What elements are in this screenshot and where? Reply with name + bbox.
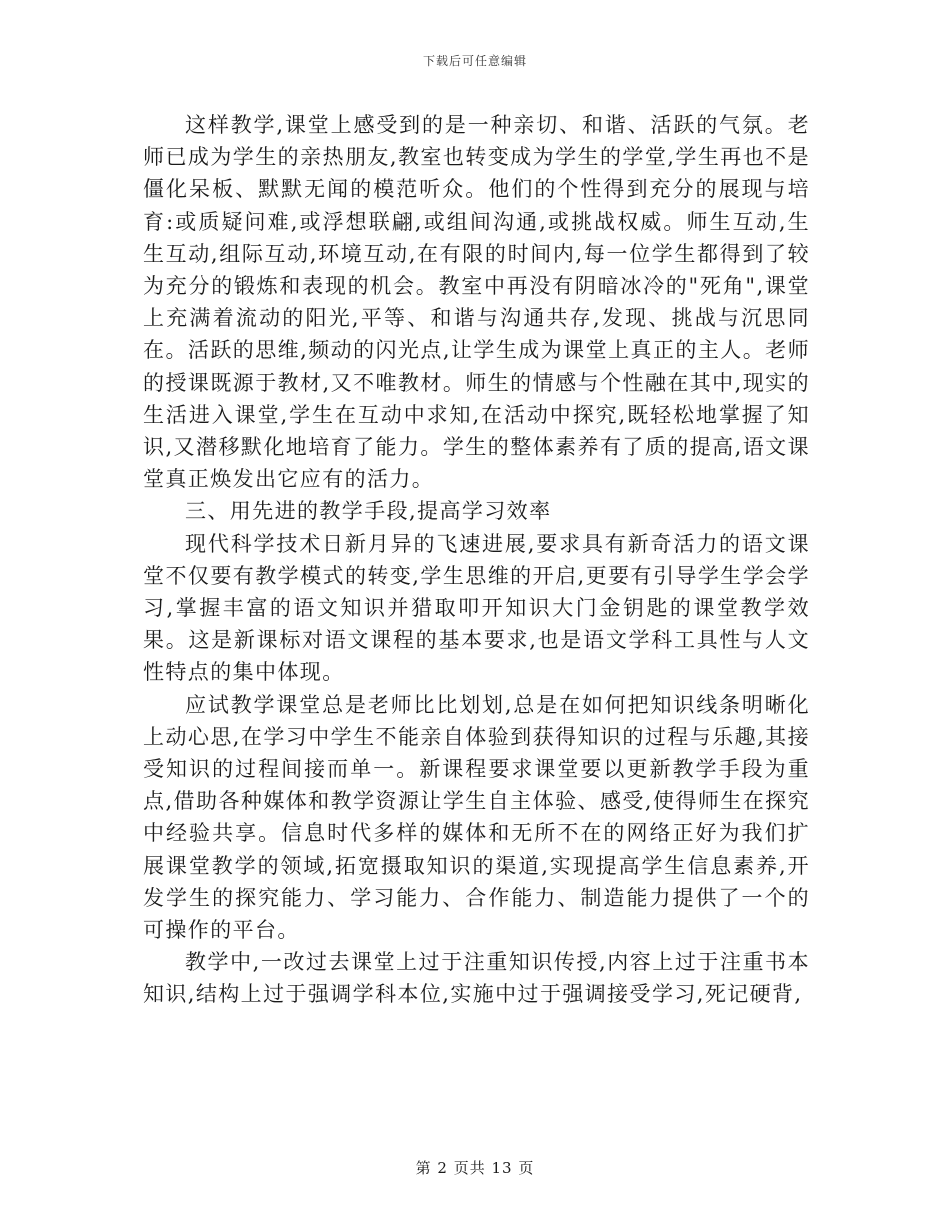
- paragraph-teaching-reform: 教学中,一改过去课堂上过于注重知识传授,内容上过于注重书本知识,结构上过于强调学科本位,实施中过于强调接受学习,死记硬背,: [143, 950, 810, 1007]
- paragraph-classroom-atmosphere: 这样教学,课堂上感受到的是一种亲切、和谐、活跃的气氛。老师已成为学生的亲热朋友,教室也转变成为学生的学堂,学生再也不是僵化呆板、默默无闻的模范听众。他们的个性得到充分的展现与培育:或质疑问难,或浮想联翩,或组间沟通,或挑战权威。师生互动,生生互动,组际互动,环境互动,在有限的时间内,每一位学生都得到了较为充分的锻炼和表现的机会。教室中再没有阴暗冰冷的"死角",课堂上充满着流动的阳光,平等、和谐与沟通共存,发现、挑战与沉思同在。活跃的思维,频动的闪光点,让学生成为课堂上真正的主人。老师的授课既源于教材,又不唯教材。师生的情感与个性融在其中,现实的生活进入课堂,学生在互动中求知,在活动中探究,既轻松地掌握了知识,又潜移默化地培育了能力。学生的整体素养有了质的提高,语文课堂真正焕发出它应有的活力。: [143, 113, 810, 492]
- paragraph-modern-technology: 现代科学技术日新月异的飞速进展,要求具有新奇活力的语文课堂不仅要有教学模式的转变,学生思维的开启,更要有引导学生学会学习,掌握丰富的语文知识并猎取叩开知识大门金钥匙的课堂教学效果。这是新课标对语文课程的基本要求,也是语文学科工具性与人文性特点的集中体现。: [143, 531, 810, 685]
- paragraph-exam-oriented-teaching: 应试教学课堂总是老师比比划划,总是在如何把知识线条明晰化上动心思,在学习中学生不能亲自体验到获得知识的过程与乐趣,其接受知识的过程间接而单一。新课程要求课堂要以更新教学手段为重点,借助各种媒体和教学资源让学生自主体验、感受,使得师生在探究中经验共享。信息时代多样的媒体和无所不在的网络正好为我们扩展课堂教学的领域,拓宽摄取知识的渠道,实现提高学生信息素养,开发学生的探究能力、学习能力、合作能力、制造能力提供了一个的可操作的平台。: [143, 692, 810, 943]
- page-footer: 第 2 页共 13 页: [415, 1159, 535, 1177]
- body-text: [143, 109, 810, 1011]
- page-header: 下载后可任意编辑: [422, 54, 527, 68]
- section-heading-teaching-methods: 三、用先进的教学手段,提高学习效率: [185, 499, 552, 524]
